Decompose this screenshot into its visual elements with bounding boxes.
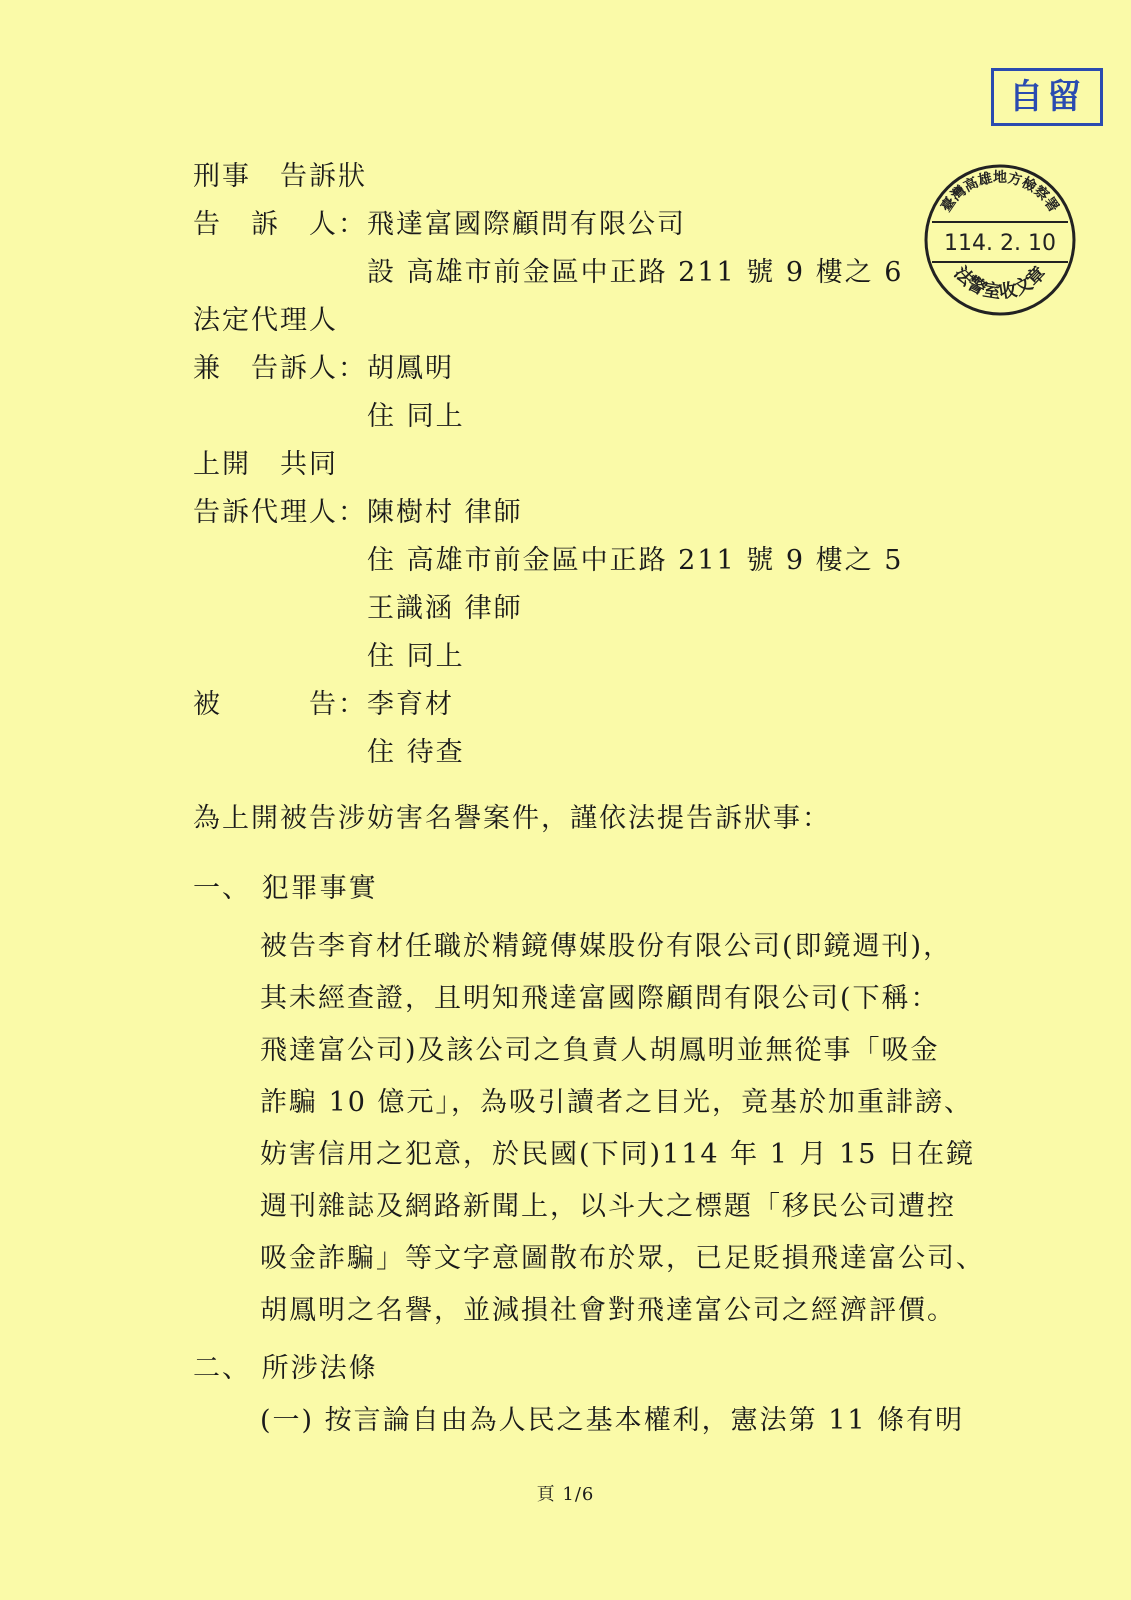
body-line: 胡鳳明之名譽，並減損社會對飛達富公司之經濟評價。 — [260, 1295, 956, 1326]
party-line: 兼 告訴人：胡鳳明 — [193, 353, 454, 384]
body-line: 其未經查證，且明知飛達富國際顧問有限公司(下稱： — [260, 983, 940, 1014]
body-line: 週刊雜誌及網路新聞上，以斗大之標題「移民公司遭控 — [260, 1191, 956, 1222]
party-line: 王識涵 律師 — [193, 593, 523, 624]
page-number: 頁 1/6 — [536, 1484, 595, 1505]
body-line: 飛達富公司)及該公司之負責人胡鳳明並無從事「吸金 — [260, 1035, 940, 1066]
intro-sentence: 為上開被告涉妨害名譽案件，謹依法提告訴狀事： — [193, 803, 831, 834]
party-line: 上開 共同 — [193, 449, 338, 480]
party-line: 告 訴 人：飛達富國際顧問有限公司 — [193, 209, 686, 240]
seal-bottom-text: 法警室收文章 — [949, 262, 1051, 304]
svg-text:法警室收文章 — [950, 262, 1050, 303]
party-line: 告訴代理人：陳樹村 律師 — [193, 497, 523, 528]
party-line: 住 待查 — [193, 737, 465, 768]
party-line: 住 同上 — [193, 401, 465, 432]
party-line: 法定代理人 — [193, 305, 338, 336]
party-line: 住 同上 — [193, 641, 465, 672]
body-line: 被告李育材任職於精鏡傳媒股份有限公司(即鏡週刊)， — [260, 931, 953, 962]
svg-text:臺灣高雄地方檢察署 — [938, 169, 1062, 215]
seal-top-text: 臺灣高雄地方檢察署 — [938, 170, 1062, 216]
section-heading: 一、 犯罪事實 — [193, 873, 378, 904]
retain-stamp: 自留 — [991, 68, 1103, 126]
body-line: 吸金詐騙」等文字意圖散布於眾，已足貶損飛達富公司、 — [260, 1243, 985, 1274]
doc-title: 刑事 告訴狀 — [193, 161, 367, 192]
party-line: 設 高雄市前金區中正路 211 號 9 樓之 6 — [193, 257, 904, 288]
body-line: 妨害信用之犯意，於民國(下同)114 年 1 月 15 日在鏡 — [260, 1139, 976, 1170]
section-heading: 二、 所涉法條 — [193, 1353, 378, 1384]
party-line: 被 告：李育材 — [193, 689, 454, 720]
party-line: 住 高雄市前金區中正路 211 號 9 樓之 5 — [193, 545, 904, 576]
body-line: (一) 按言論自由為人民之基本權利，憲法第 11 條有明 — [260, 1405, 965, 1436]
receipt-seal — [920, 160, 1080, 320]
body-line: 詐騙 10 億元」，為吸引讀者之目光，竟基於加重誹謗、 — [260, 1087, 974, 1118]
seal-date: 114. 2. 10 — [944, 231, 1056, 256]
